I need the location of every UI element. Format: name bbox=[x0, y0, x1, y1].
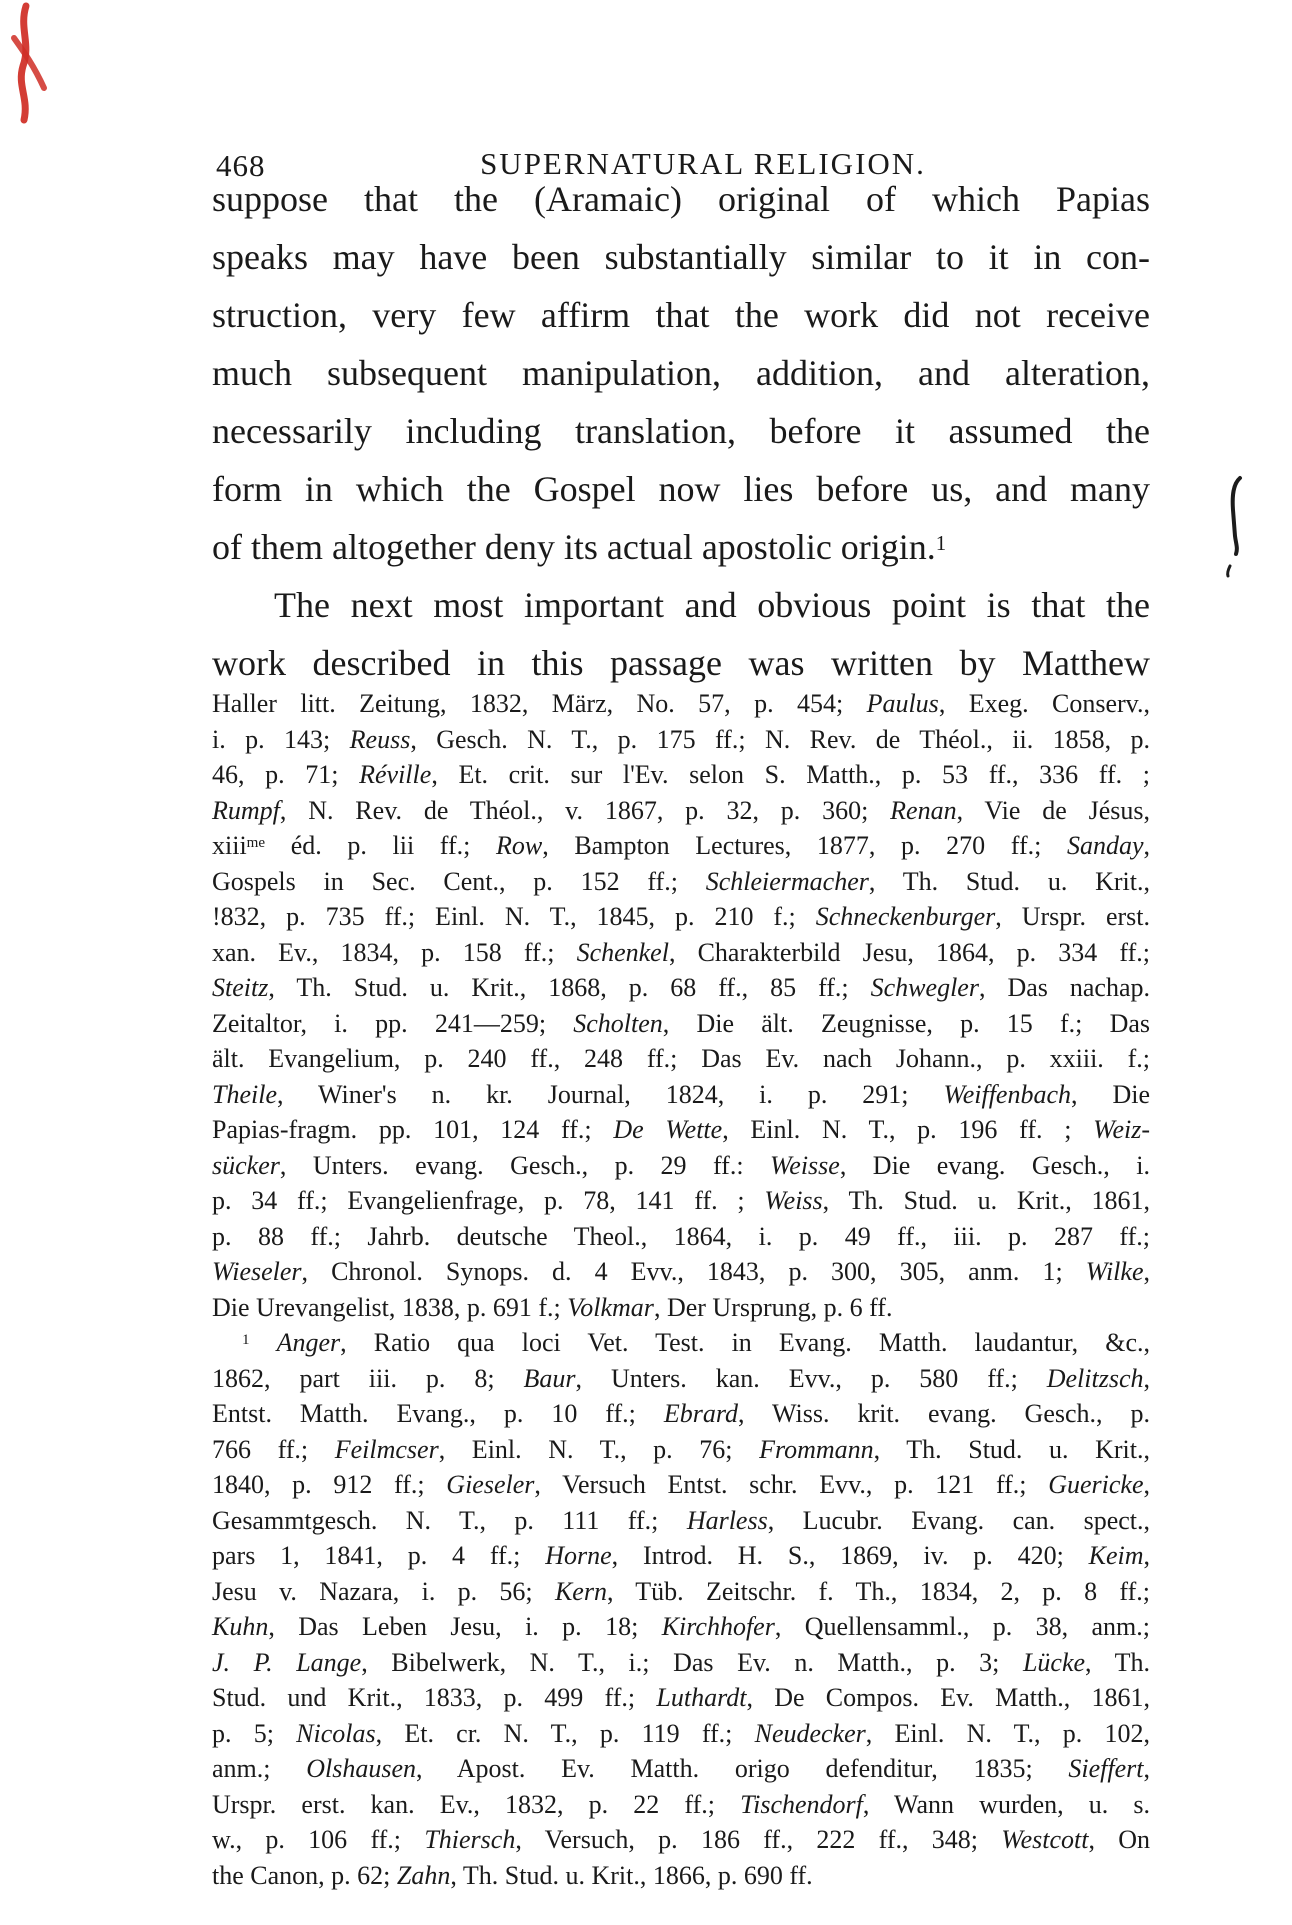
text-line: 766 ff.; Feilmcser, Einl. N. T., p. 76; Frommann, Th. Stud. u. Krit., bbox=[212, 1434, 1150, 1464]
text-line: necessarily including translation, before it assumed the bbox=[212, 411, 1150, 451]
text-line: w., p. 106 ff.; Thiersch, Versuch, p. 186 ff., 222 ff., 348; Westcott, On bbox=[212, 1825, 1150, 1854]
text-line: Die Urevangelist, 1838, p. 691 f.; Volkmar, Der Ursprung, p. 6 ff. bbox=[212, 1292, 893, 1322]
text-line: xan. Ev., 1834, p. 158 ff.; Schenkel, Charakterbild Jesu, 1864, p. 334 ff.; bbox=[212, 937, 1150, 967]
running-title: SUPERNATURAL RELIGION. bbox=[480, 146, 926, 181]
text-line: Papias-fragm. pp. 101, 124 ff.; De Wette, Einl. N. T., p. 196 ff. ; Weiz- bbox=[212, 1115, 1150, 1144]
text-line: Gospels in Sec. Cent., p. 152 ff.; Schleiermacher, Th. Stud. u. Krit., bbox=[212, 866, 1151, 896]
text-line: work described in this passage was written by Matthew bbox=[212, 643, 1150, 683]
text-line: p. 5; Nicolas, Et. cr. N. T., p. 119 ff.; Neudecker, Einl. N. T., p. 102, bbox=[212, 1718, 1150, 1748]
text-line: sücker, Unters. evang. Gesch., p. 29 ff.: Weisse, Die evang. Gesch., i. bbox=[212, 1150, 1150, 1180]
text-line: The next most important and obvious point is that the bbox=[274, 585, 1150, 625]
text-line: form in which the Gospel now lies before us, and many bbox=[212, 469, 1150, 509]
text-line: of them altogether deny its actual apostolic origin.$^1$ bbox=[212, 527, 947, 567]
text-line: struction, very few affirm that the work did not receive bbox=[212, 295, 1150, 335]
margin-pen-mark bbox=[1218, 470, 1268, 580]
text-line: speaks may have been substantially similar to it in con- bbox=[212, 237, 1150, 277]
text-line: ält. Evangelium, p. 240 ff., 248 ff.; Das Ev. nach Johann., p. xxiii. f.; bbox=[212, 1044, 1150, 1073]
text-line: Rumpf, N. Rev. de Théol., v. 1867, p. 32, p. 360; Renan, Vie de Jésus, bbox=[212, 795, 1150, 825]
text-line: !832, p. 735 ff.; Einl. N. T., 1845, p. 210 f.; Schneckenburger, Urspr. erst. bbox=[212, 902, 1150, 931]
text-line: p. 34 ff.; Evangelienfrage, p. 78, 141 ff. ; Weiss, Th. Stud. u. Krit., 1861, bbox=[212, 1186, 1150, 1215]
red-pen-mark bbox=[0, 0, 70, 140]
text-line: Theile, Winer's n. kr. Journal, 1824, i. p. 291; Weiffenbach, Die bbox=[212, 1079, 1150, 1109]
text-line: i. p. 143; Reuss, Gesch. N. T., p. 175 ff.; N. Rev. de Théol., ii. 1858, p. bbox=[212, 724, 1150, 754]
text-line: 1840, p. 912 ff.; Gieseler, Versuch Entst. schr. Evv., p. 121 ff.; Guericke, bbox=[212, 1470, 1150, 1499]
text-line: Steitz, Th. Stud. u. Krit., 1868, p. 68 ff., 85 ff.; Schwegler, Das nachap. bbox=[212, 973, 1150, 1002]
text-line: pars 1, 1841, p. 4 ff.; Horne, Introd. H. S., 1869, iv. p. 420; Keim, bbox=[212, 1541, 1150, 1570]
page-number: 468 bbox=[216, 148, 266, 183]
body-text bbox=[212, 170, 1150, 692]
text-line: Wieseler, Chronol. Synops. d. 4 Evv., 1843, p. 300, 305, anm. 1; Wilke, bbox=[212, 1257, 1150, 1286]
text-line: Zeitaltor, i. pp. 241—259; Scholten, Die ält. Zeugnisse, p. 15 f.; Das bbox=[212, 1008, 1151, 1038]
text-line: 46, p. 71; Réville, Et. crit. sur l'Ev. selon S. Matth., p. 53 ff., 336 ff. ; bbox=[212, 760, 1150, 789]
text-line: Kuhn, Das Leben Jesu, i. p. 18; Kirchhofer, Quellensamml., p. 38, anm.; bbox=[212, 1612, 1150, 1641]
text-line: suppose that the (Aramaic) original of which Papias bbox=[212, 179, 1150, 219]
text-line: anm.; Olshausen, Apost. Ev. Matth. origo defenditur, 1835; Sieffert, bbox=[212, 1754, 1151, 1783]
text-line: the Canon, p. 62; Zahn, Th. Stud. u. Krit., 1866, p. 690 ff. bbox=[212, 1860, 813, 1890]
text-line: much subsequent manipulation, addition, and alteration, bbox=[212, 353, 1150, 393]
text-line: Urspr. erst. kan. Ev., 1832, p. 22 ff.; Tischendorf, Wann wurden, u. s. bbox=[212, 1789, 1150, 1819]
text-line: Haller litt. Zeitung, 1832, März, No. 57, p. 454; Paulus, Exeg. Conserv., bbox=[212, 689, 1150, 718]
footnote-block bbox=[212, 686, 1150, 1893]
text-line: p. 88 ff.; Jahrb. deutsche Theol., 1864, i. p. 49 ff., iii. p. 287 ff.; bbox=[212, 1221, 1150, 1251]
text-line: Jesu v. Nazara, i. p. 56; Kern, Tüb. Zeitschr. f. Th., 1834, 2, p. 8 ff.; bbox=[212, 1576, 1150, 1606]
text-line: J. P. Lange, Bibelwerk, N. T., i.; Das Ev. n. Matth., p. 3; Lücke, Th. bbox=[212, 1647, 1151, 1677]
text-line: Entst. Matth. Evang., p. 10 ff.; Ebrard, Wiss. krit. evang. Gesch., p. bbox=[212, 1399, 1151, 1428]
text-line: xiii$^{me}$ éd. p. lii ff.; Row, Bampton Lectures, 1877, p. 270 ff.; Sanday, bbox=[212, 831, 1151, 860]
text-line: Stud. und Krit., 1833, p. 499 ff.; Luthardt, De Compos. Ev. Matth., 1861, bbox=[212, 1683, 1150, 1712]
text-line: $^1$ Anger, Ratio qua loci Vet. Test. in Evang. Matth. laudantur, &c., bbox=[242, 1328, 1151, 1357]
text-line: 1862, part iii. p. 8; Baur, Unters. kan. Evv., p. 580 ff.; Delitzsch, bbox=[212, 1363, 1150, 1393]
text-line: Gesammtgesch. N. T., p. 111 ff.; Harless, Lucubr. Evang. can. spect., bbox=[212, 1505, 1150, 1535]
